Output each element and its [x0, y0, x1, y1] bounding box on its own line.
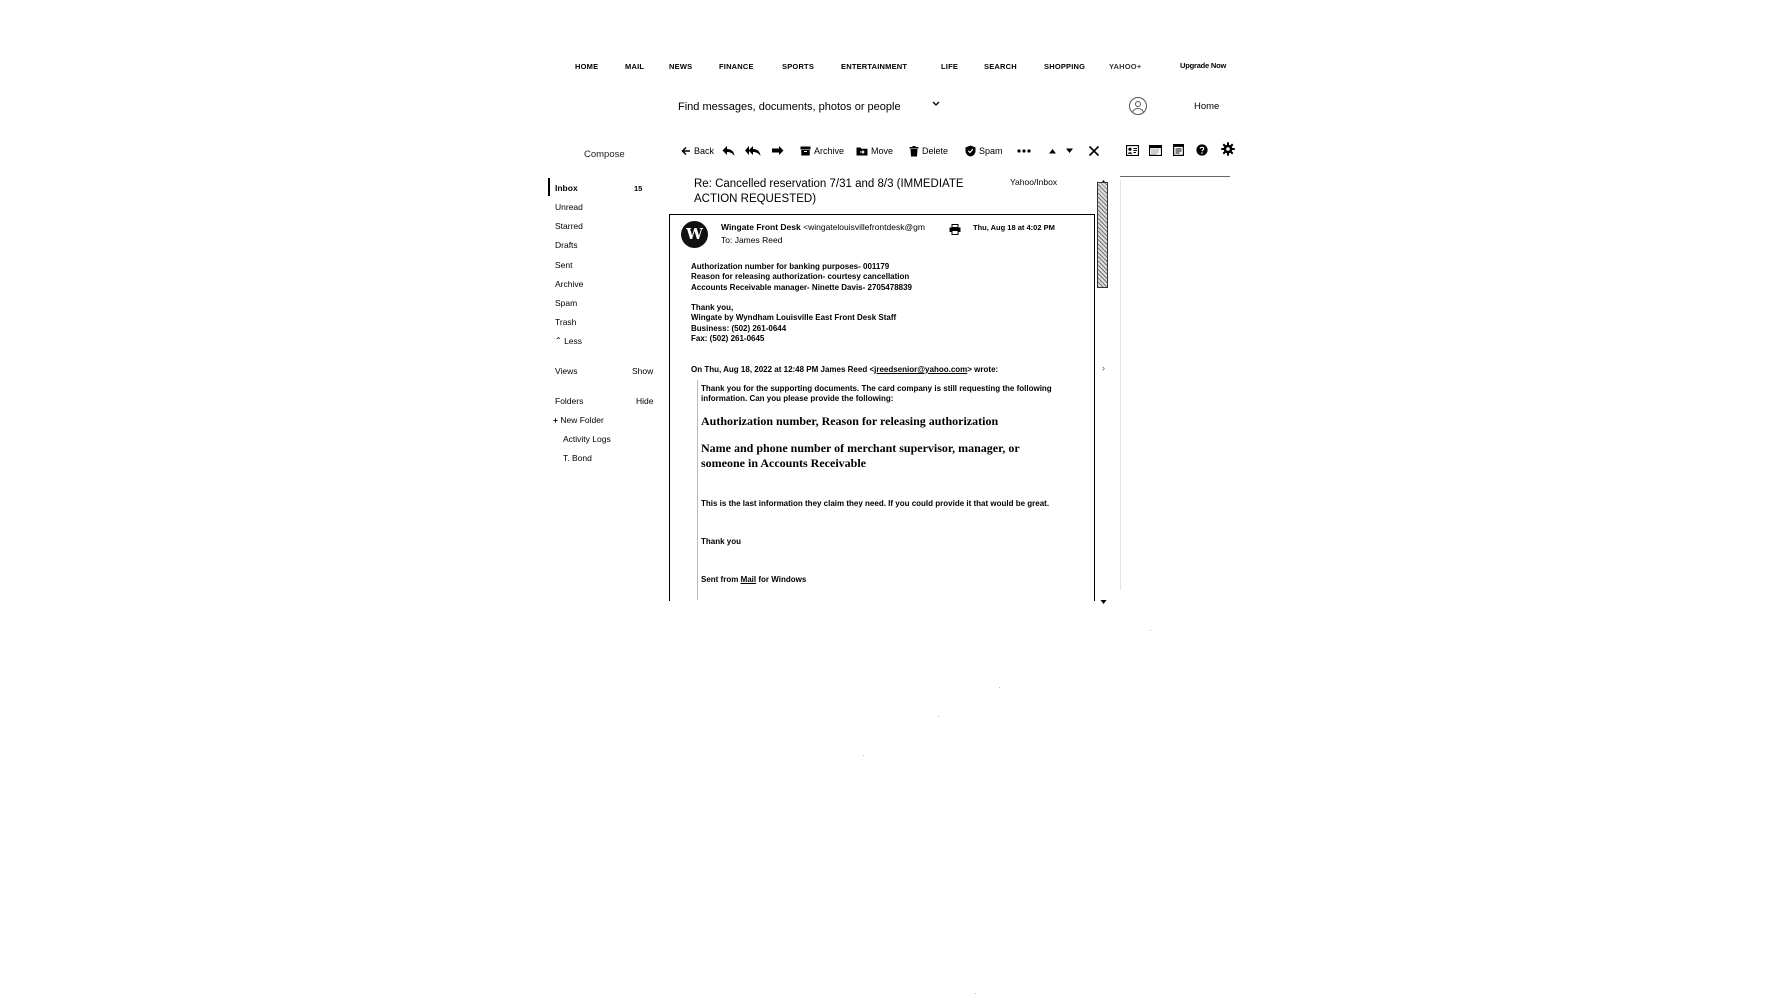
archive-button[interactable]	[800, 144, 844, 158]
trash-icon	[909, 146, 919, 157]
quote-header-text: On Thu, Aug 18, 2022 at 12:48 PM James Reed <	[691, 365, 875, 374]
sidebar-item-inbox[interactable]: Inbox	[555, 183, 578, 193]
calendar-button[interactable]	[1149, 143, 1162, 157]
signature-line: Fax: (502) 261-0645	[691, 334, 765, 343]
close-message-button[interactable]	[1088, 144, 1100, 158]
sidebar-less-toggle[interactable]	[555, 336, 582, 346]
sender-email: <wingatelouisvillefrontdesk@gm	[803, 222, 925, 232]
message-date: Thu, Aug 18 at 4:02 PM	[973, 223, 1055, 232]
settings-button[interactable]	[1221, 142, 1235, 156]
inbox-selected-indicator	[548, 178, 550, 196]
delete-label: Delete	[922, 146, 949, 156]
calendar-icon	[1149, 145, 1162, 156]
quote-bar	[697, 380, 698, 600]
notepad-icon	[1173, 144, 1184, 156]
plus-icon: +	[553, 415, 558, 425]
new-folder-label: New Folder	[560, 415, 604, 425]
contacts-button[interactable]	[1126, 143, 1139, 157]
shield-icon	[965, 145, 976, 157]
signature-line: Business: (502) 261-0644	[691, 324, 787, 333]
sidebar-item-t-bond[interactable]: T. Bond	[563, 453, 592, 463]
quote-request-2: Name and phone number of merchant supervisor, manager, or someone in Accounts Receivable	[701, 441, 1020, 470]
folders-header: Folders	[555, 396, 584, 406]
views-header: Views	[555, 366, 578, 376]
help-button[interactable]	[1196, 143, 1208, 157]
quote-sender-email-link[interactable]: jreedsenior@yahoo.com	[874, 365, 968, 374]
folders-hide-toggle[interactable]: Hide	[636, 396, 654, 406]
quote-intro-line: information. Can you please provide the following:	[701, 394, 894, 403]
sent-from-prefix: Sent from	[701, 575, 741, 584]
archive-label: Archive	[814, 146, 845, 156]
nav-news[interactable]: NEWS	[669, 62, 693, 71]
right-pane-divider	[1120, 176, 1230, 177]
home-link[interactable]: Home	[1194, 101, 1220, 112]
expand-pane-icon[interactable]: ›	[1102, 363, 1105, 373]
help-icon	[1196, 144, 1208, 156]
nav-shopping[interactable]: SHOPPING	[1044, 62, 1086, 71]
right-pane-border	[1120, 180, 1121, 590]
nav-finance[interactable]: FINANCE	[719, 62, 754, 71]
less-label: Less	[564, 336, 583, 346]
printer-icon[interactable]	[949, 222, 961, 240]
more-actions-button[interactable]	[1017, 144, 1031, 158]
reply-all-icon	[745, 145, 761, 157]
scan-speck	[999, 687, 1000, 688]
nav-mail[interactable]: MAIL	[625, 62, 645, 71]
delete-button[interactable]	[909, 144, 948, 158]
forward-button[interactable]	[771, 144, 784, 158]
scan-speck	[938, 716, 939, 717]
previous-message-button[interactable]	[1048, 144, 1057, 158]
body-line: Authorization number for banking purposes- 001179	[691, 262, 890, 271]
caret-up-icon	[1048, 147, 1057, 155]
sidebar-item-activity-logs[interactable]: Activity Logs	[563, 434, 611, 444]
sent-from-suffix: for Windows	[756, 575, 807, 584]
scroll-down-icon[interactable]	[1100, 592, 1107, 610]
sent-from-line	[701, 575, 806, 584]
nav-entertainment[interactable]: ENTERTAINMENT	[841, 62, 908, 71]
spam-button[interactable]	[965, 144, 1003, 158]
contact-card-icon	[1126, 145, 1139, 156]
reply-button[interactable]	[722, 144, 735, 158]
quote-note: This is the last information they claim they need. If you could provide it that would be great.	[701, 499, 1050, 508]
nav-home[interactable]: HOME	[575, 62, 599, 71]
arrow-left-icon	[681, 146, 691, 156]
quote-header	[691, 365, 998, 374]
scan-speck	[1150, 630, 1151, 631]
nav-life[interactable]: LIFE	[941, 62, 959, 71]
quote-intro-line: Thank you for the supporting documents. The card company is still requesting the following	[701, 384, 1052, 393]
search-input[interactable]: Find messages, documents, photos or people	[678, 101, 901, 113]
archive-icon	[800, 146, 811, 156]
back-label: Back	[694, 146, 715, 156]
scan-speck	[975, 993, 976, 994]
message-subject: Re: Cancelled reservation 7/31 and 8/3 (IMMEDIATE ACTION REQUESTED)	[694, 178, 964, 205]
search-dropdown-icon[interactable]	[931, 99, 941, 112]
forward-icon	[771, 145, 784, 157]
scrollbar-thumb[interactable]	[1097, 182, 1108, 288]
next-message-button[interactable]	[1065, 144, 1074, 158]
sidebar-item-sent[interactable]: Sent	[555, 260, 573, 270]
scan-speck	[863, 755, 864, 756]
notepad-button[interactable]	[1173, 143, 1184, 157]
signature-line: Wingate by Wyndham Louisville East Front Desk Staff	[691, 313, 897, 322]
sender-avatar: W	[681, 221, 708, 248]
inbox-unread-count: 15	[634, 184, 643, 193]
body-line: Accounts Receivable manager- Ninette Davis- 2705478839	[691, 283, 912, 292]
message-from[interactable]	[721, 222, 925, 232]
back-button[interactable]	[681, 144, 714, 158]
more-dots-icon	[1017, 148, 1031, 154]
sidebar-item-archive[interactable]: Archive	[555, 279, 584, 289]
gear-icon	[1221, 142, 1235, 156]
move-label: Move	[871, 146, 894, 156]
close-icon	[1088, 145, 1100, 157]
reply-icon	[722, 145, 735, 157]
new-folder-button[interactable]	[553, 415, 604, 425]
views-show-toggle[interactable]: Show	[632, 366, 654, 376]
compose-button[interactable]: Compose	[584, 149, 625, 160]
profile-avatar-icon[interactable]	[1129, 97, 1147, 115]
quote-header-suffix: > wrote:	[967, 365, 999, 374]
move-folder-icon	[856, 146, 868, 156]
sidebar-item-trash[interactable]: Trash	[555, 317, 577, 327]
nav-yahoo-plus[interactable]: YAHOO+	[1109, 62, 1142, 71]
nav-search[interactable]: SEARCH	[984, 62, 1017, 71]
mail-app-link[interactable]: Mail	[740, 575, 757, 584]
body-line: Reason for releasing authorization- courtesy cancellation	[691, 272, 910, 281]
nav-sports[interactable]: SPORTS	[782, 62, 815, 71]
quote-thanks: Thank you	[701, 537, 742, 546]
sidebar-item-drafts[interactable]: Drafts	[555, 240, 578, 250]
signature-line: Thank you,	[691, 303, 734, 312]
chevron-up-icon: ⌃	[555, 336, 562, 345]
sidebar-item-spam[interactable]: Spam	[555, 298, 578, 308]
message-to: To: James Reed	[721, 235, 783, 245]
quote-request-1: Authorization number, Reason for releasing authorization	[701, 414, 999, 428]
reply-all-button[interactable]	[745, 144, 761, 158]
message-folder-label[interactable]: Yahoo/Inbox	[1010, 177, 1058, 187]
caret-down-icon	[1065, 147, 1074, 155]
sidebar-item-unread[interactable]: Unread	[555, 202, 583, 212]
spam-label: Spam	[979, 146, 1003, 156]
upgrade-now-link[interactable]: Upgrade Now	[1180, 61, 1227, 70]
sender-name: Wingate Front Desk	[721, 222, 801, 232]
move-button[interactable]	[856, 144, 893, 158]
sidebar-item-starred[interactable]: Starred	[555, 221, 583, 231]
